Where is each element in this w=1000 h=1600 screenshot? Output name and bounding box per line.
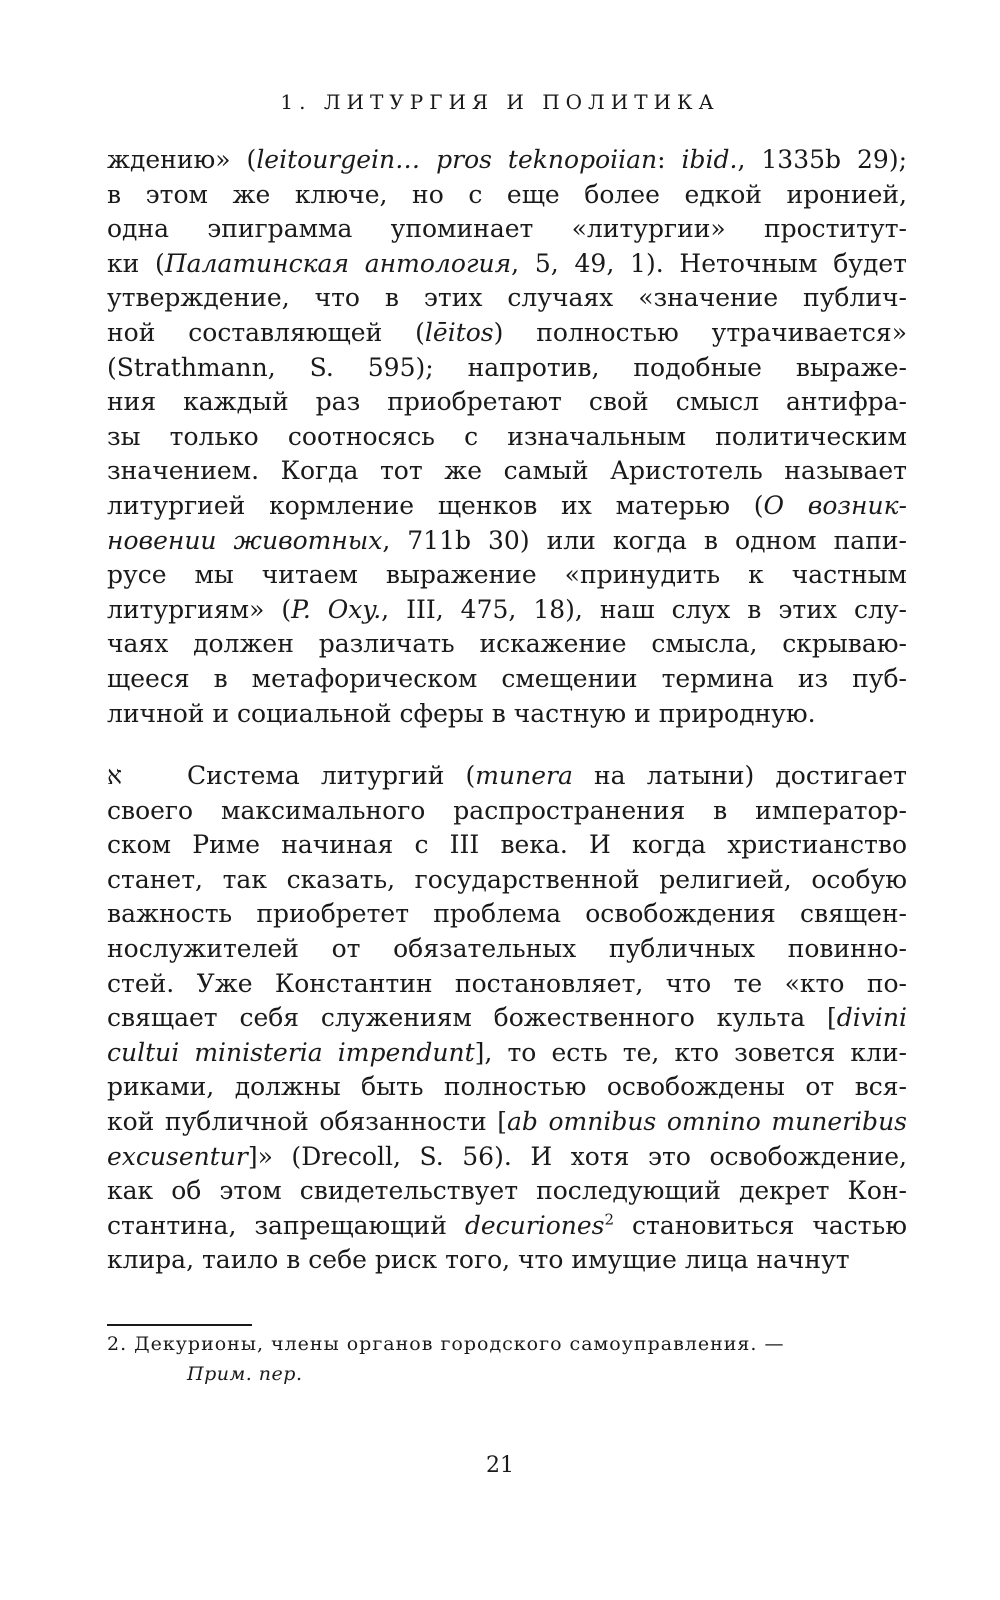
text-run: lēitos — [424, 317, 494, 347]
text-line — [107, 863, 907, 898]
text-line — [107, 932, 907, 967]
text-line — [107, 558, 907, 593]
text-run: стантина, запрещающий — [107, 1210, 465, 1240]
text-run: стей. Уже Константин постановляет, что те «кто по- — [107, 968, 907, 998]
text-line — [107, 662, 907, 697]
text-run: excusentur — [107, 1141, 248, 1171]
text-line — [107, 1243, 907, 1278]
text-line — [107, 178, 907, 213]
text-run: munera — [475, 761, 573, 790]
text-run: , 711b 30) или когда в одном папи- — [382, 525, 907, 555]
text-line — [107, 828, 907, 863]
text-run: О возник- — [763, 490, 907, 520]
text-line — [107, 212, 907, 247]
text-run: одна эпиграмма упоминает «литургии» проститут- — [107, 214, 907, 244]
text-line — [107, 385, 907, 420]
text-line — [107, 316, 907, 351]
footnote — [107, 1329, 907, 1389]
text-line — [107, 794, 907, 829]
footnote-text: 2. Декурионы, члены органов городского самоуправления. — — [107, 1333, 785, 1355]
text-run: ]» (Drecoll, S. 56). И хотя это освобождение, — [247, 1141, 907, 1171]
text-line — [107, 1209, 907, 1244]
paragraph-2 — [107, 759, 907, 1278]
text-run: ibid. — [681, 145, 738, 174]
text-run: своего максимального распространения в император- — [107, 795, 907, 825]
text-line — [107, 420, 907, 455]
text-line — [107, 967, 907, 1002]
text-run: (Strathmann, S. 595); напротив, подобные выраже- — [107, 352, 907, 382]
text-line — [107, 1140, 907, 1175]
text-run: клира, таило в себе риск того, что имущие лица начнут — [107, 1245, 850, 1275]
text-run: divini — [836, 1003, 907, 1033]
text-run: : — [657, 145, 682, 174]
text-run: cultui ministeria impendunt — [107, 1037, 475, 1067]
text-run: зы только соотносясь с изначальным политическим — [107, 421, 907, 451]
text-line — [107, 351, 907, 386]
text-run: важность приобретет проблема освобождения священ- — [107, 899, 907, 929]
text-run: ждению» ( — [107, 145, 257, 174]
text-run: decuriones — [464, 1210, 605, 1240]
text-line — [107, 897, 907, 932]
text-line — [107, 247, 907, 282]
text-line — [107, 489, 907, 524]
text-run: нослужителей от обязательных публичных повинно- — [107, 933, 907, 963]
text-run: значением. Когда тот же самый Аристотель называет — [107, 456, 907, 486]
text-run: личной и социальной сферы в частную и природную. — [107, 698, 816, 728]
page-number: 21 — [486, 1453, 514, 1478]
text-run: , 5, 49, 1). Неточным будет — [511, 248, 907, 278]
text-line — [107, 593, 907, 628]
text-run: leitourgein… pros teknopoiian — [256, 145, 658, 174]
text-run: русе мы читаем выражение «принудить к частным — [107, 560, 907, 590]
text-run: кой публичной обязанности [ — [107, 1106, 507, 1136]
text-line — [107, 1174, 907, 1209]
text-run: P. Oxy. — [291, 594, 382, 624]
text-run: ab omnibus omnino muneribus — [506, 1106, 907, 1136]
text-run: станет, так сказать, государственной религией, особую — [107, 864, 907, 894]
footnote-note: Прим. пер. — [187, 1363, 303, 1385]
text-run: риками, должны быть полностью освобождены от вся- — [107, 1072, 907, 1102]
text-line — [107, 281, 907, 316]
text-line — [107, 1001, 907, 1036]
running-header: 1. ЛИТУРГИЯ И ПОЛИТИКА — [280, 90, 720, 114]
text-line — [107, 697, 907, 732]
text-line — [107, 1036, 907, 1071]
text-run: свящает себя служениям божественного культа [ — [107, 1003, 837, 1033]
text-run: ной составляющей ( — [107, 317, 425, 347]
text-run: ния каждый раз приобретают свой смысл антифра- — [107, 387, 907, 417]
text-line — [107, 1070, 907, 1105]
text-run: Палатинская антология — [164, 248, 512, 278]
text-run: утверждение, что в этих случаях «значение публич- — [107, 283, 907, 313]
footnote-rule — [107, 1324, 252, 1326]
text-run: литургиям» ( — [107, 594, 292, 624]
text-run: как об этом свидетельствует последующий декрет Кон- — [107, 1176, 907, 1206]
text-line — [107, 524, 907, 559]
text-line — [107, 143, 907, 178]
text-line — [107, 454, 907, 489]
text-line — [107, 627, 907, 662]
text-line — [107, 1105, 907, 1140]
text-run: щееся в метафорическом смещении термина из пуб- — [107, 663, 907, 693]
text-run: в этом же ключе, но с еще более едкой иронией, — [107, 179, 907, 209]
text-run: становиться частью — [614, 1210, 908, 1240]
text-run: чаях должен различать искажение смысла, скрываю- — [107, 629, 907, 659]
text-run: литургией кормление щенков их матерью ( — [107, 490, 764, 520]
text-run: ], то есть те, кто зовется кли- — [474, 1037, 907, 1067]
footnote-ref: 2 — [604, 1210, 615, 1229]
text-run: на латыни) достигает — [572, 761, 907, 790]
text-run: Система литургий ( — [187, 761, 476, 790]
text-line — [107, 759, 907, 794]
text-run: , 1335b 29); — [737, 145, 907, 174]
text-run: , III, 475, 18), наш слух в этих слу- — [381, 594, 907, 624]
text-run: ском Риме начиная с III века. И когда христианство — [107, 830, 907, 860]
text-run: новении животных — [107, 525, 383, 555]
text-run: ки ( — [107, 248, 165, 278]
paragraph-1 — [107, 143, 907, 731]
aleph-mark: א — [107, 761, 123, 790]
text-run: ) полностью утрачивается» — [493, 317, 907, 347]
